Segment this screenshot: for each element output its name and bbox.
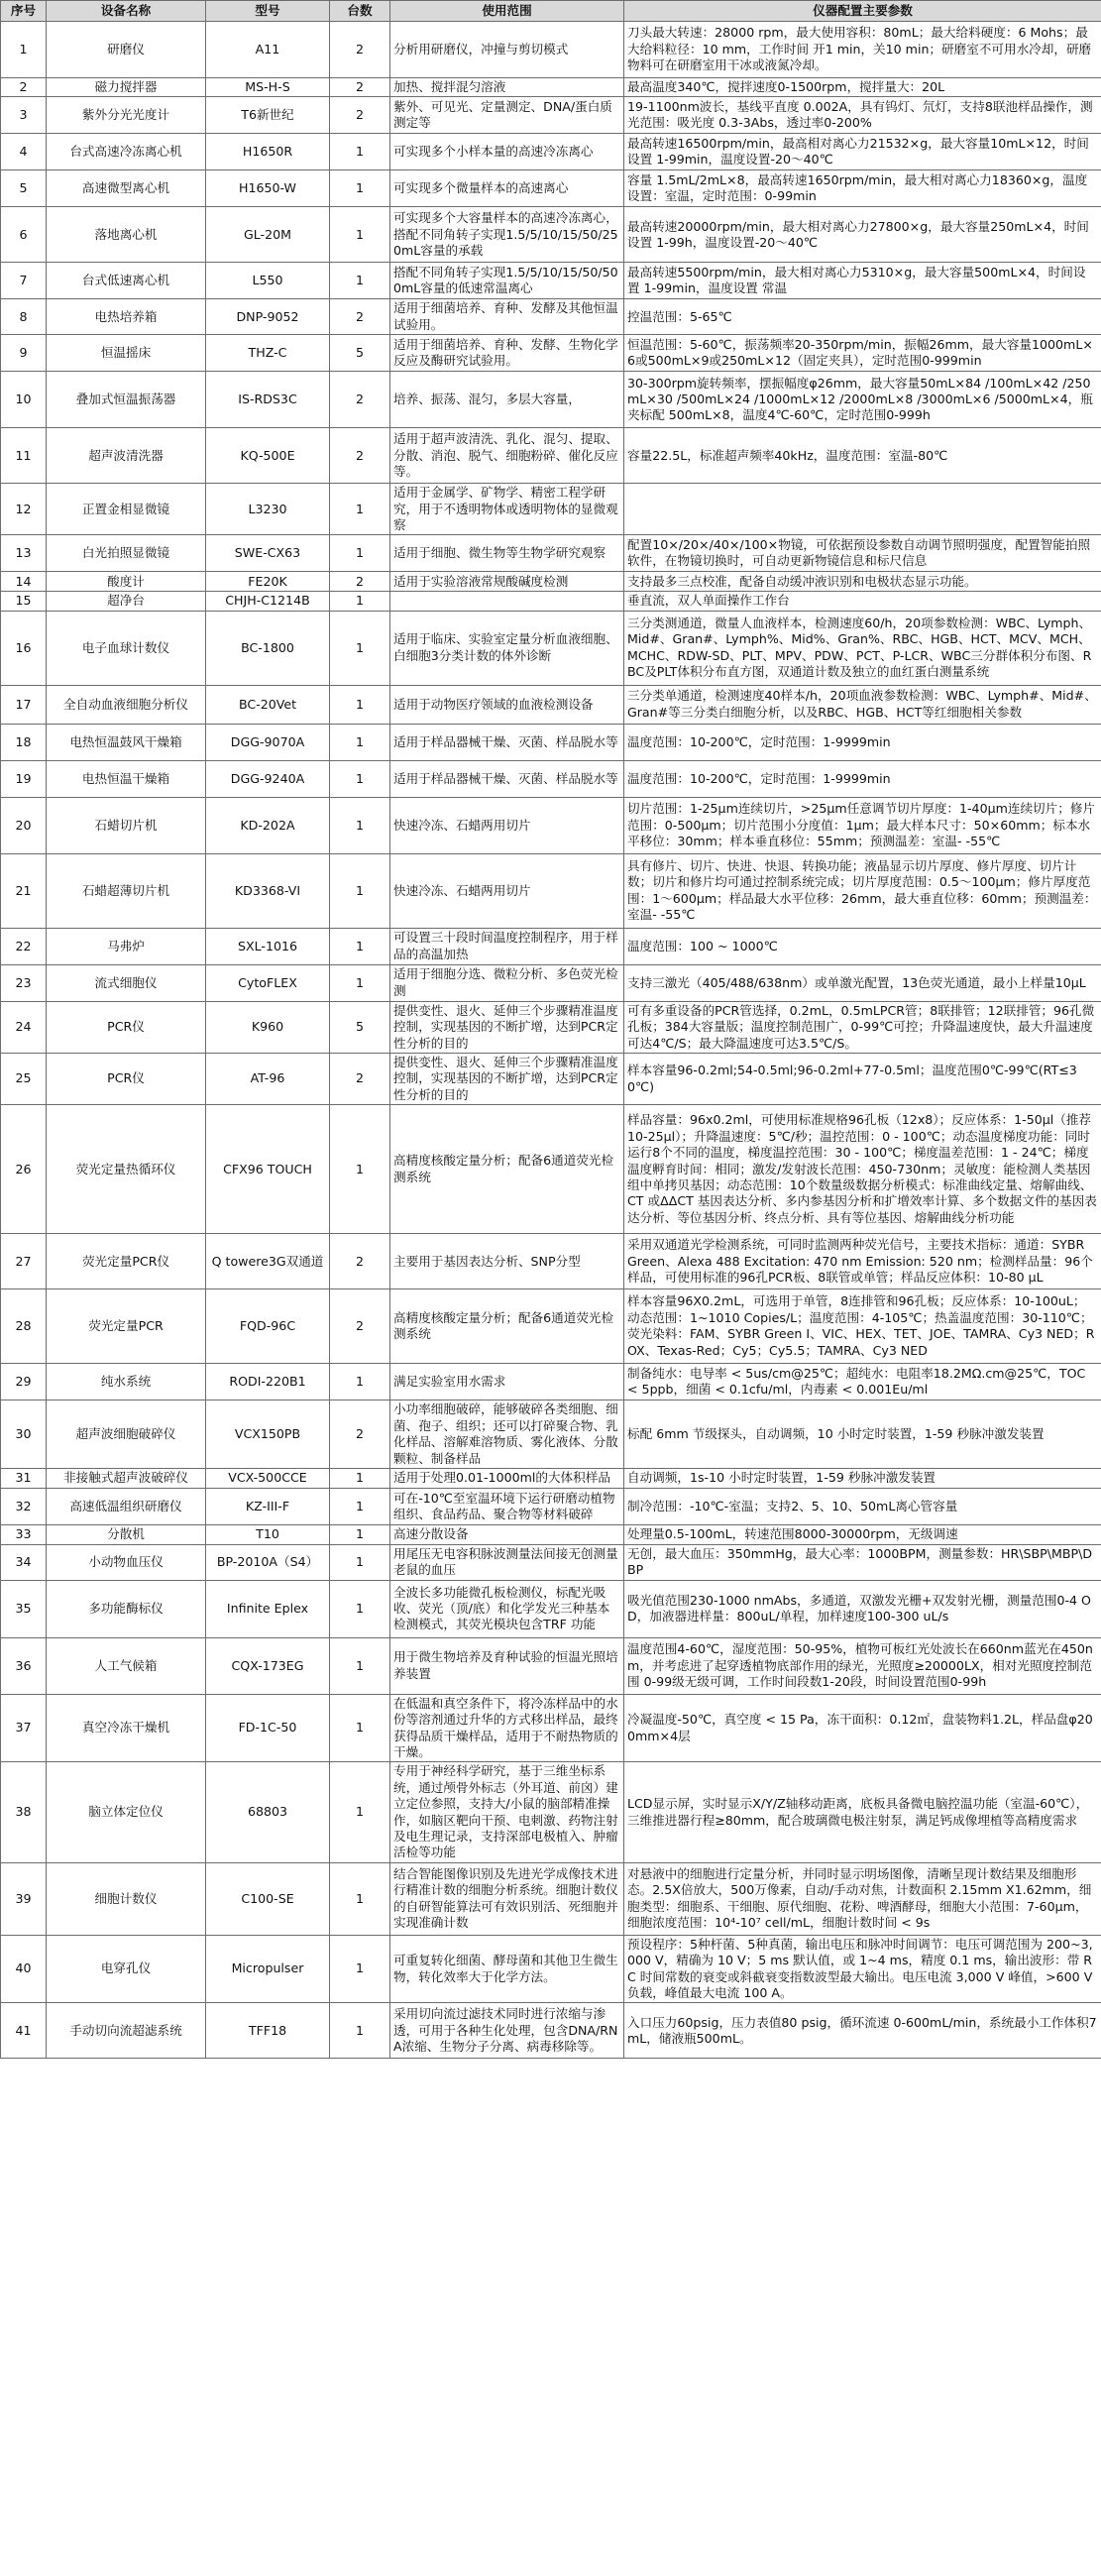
cell-no: 4 (1, 134, 47, 170)
cell-usage: 适用于细胞分选、微粒分析、多色荧光检测 (390, 964, 624, 1001)
cell-params: 吸光值范围230-1000 nmAbs，多通道，双激发光栅+双发射光栅，测量范围0-4 OD，加液器进样量：800uL/单程，加样速度100-300 uL/s (624, 1580, 1101, 1637)
cell-params: 配置10×/20×/40×/100×物镜，可依据预设参数自动调节照明强度，配置智能拍照软件，在物镜切换时，可自动更新物镜信息和标尺信息 (624, 535, 1101, 572)
header-usage: 使用范围 (390, 1, 624, 22)
table-row (1, 1001, 1101, 1053)
cell-model: BC-20Vet (206, 685, 330, 724)
cell-qty: 2 (330, 1234, 390, 1289)
cell-no: 27 (1, 1234, 47, 1289)
cell-qty: 2 (330, 299, 390, 335)
cell-params: 刀头最大转速：28000 rpm，最大使用容积：80mL；最大给料硬度：6 Mohs；最大给料粒径：10 mm，工作时间 开1 min，关10 min；研磨室不可用水冷却，研磨物料可在研磨室用干冰或液氮冷却。 (624, 22, 1101, 78)
table-row (1, 592, 1101, 611)
table-row (1, 797, 1101, 853)
cell-no: 31 (1, 1468, 47, 1488)
cell-name: 荧光定量热循环仪 (47, 1105, 206, 1234)
table-row (1, 1862, 1101, 1935)
cell-no: 18 (1, 724, 47, 760)
cell-name: 荧光定量PCR仪 (47, 1234, 206, 1289)
cell-params: 垂直流，双人单面操作工作台 (624, 592, 1101, 611)
table-row (1, 928, 1101, 964)
cell-name: 脑立体定位仪 (47, 1762, 206, 1862)
cell-qty: 2 (330, 78, 390, 97)
table-row (1, 853, 1101, 928)
cell-name: 荧光定量PCR (47, 1289, 206, 1364)
cell-qty: 1 (330, 685, 390, 724)
cell-usage: 高速分散设备 (390, 1524, 624, 1544)
cell-usage: 全波长多功能微孔板检测仪，标配光吸收、荧光（顶/底）和化学发光三种基本检测模式，其荧光模块包含TRF 功能 (390, 1580, 624, 1637)
cell-qty: 1 (330, 134, 390, 170)
cell-no: 17 (1, 685, 47, 724)
table-row (1, 760, 1101, 797)
cell-name: 全自动血液细胞分析仪 (47, 685, 206, 724)
cell-usage: 采用切向流过滤技术同时进行浓缩与渗透，可用于各种生化处理，包含DNA/RNA浓缩、生物分子分离、病毒移除等。 (390, 2003, 624, 2059)
cell-qty: 2 (330, 1400, 390, 1469)
table-row (1, 1234, 1101, 1289)
cell-qty: 1 (330, 1637, 390, 1694)
cell-usage: 适用于动物医疗领域的血液检测设备 (390, 685, 624, 724)
cell-model: CFX96 TOUCH (206, 1105, 330, 1234)
cell-model: A11 (206, 22, 330, 78)
cell-model: T10 (206, 1524, 330, 1544)
cell-params: 支持最多三点校准，配备自动缓冲液识别和电极状态显示功能。 (624, 572, 1101, 592)
cell-name: 电热恒温鼓风干燥箱 (47, 724, 206, 760)
cell-params: 可有多重设备的PCR管选择，0.2mL，0.5mLPCR管；8联排管；12联排管；96孔微孔板；384大容量版；温度控制范围广，0-99℃可控；升降温速度快，最大升温速度可达4℃/S；最大降温速度可达3.5℃/S。 (624, 1001, 1101, 1053)
table-row (1, 1364, 1101, 1400)
cell-params: 最高转速20000rpm/min，最大相对离心力27800×g，最大容量250mL×4，时间设置 1-99h，温度设置-20～40℃ (624, 207, 1101, 263)
cell-no: 5 (1, 170, 47, 207)
table-row (1, 263, 1101, 299)
cell-no: 23 (1, 964, 47, 1001)
cell-no: 3 (1, 97, 47, 134)
cell-params: 30-300rpm旋转频率，摆振幅度φ26mm，最大容量50mL×84 /100mL×42 /250mL×30 /500mL×24 /1000mL×12 /2000mL×8 /3000mL×6 /5000mL×4，瓶夹标配 500mL×8，温度4℃-60℃，定时范围0-999h (624, 372, 1101, 428)
cell-qty: 5 (330, 335, 390, 372)
cell-model: CQX-173EG (206, 1637, 330, 1694)
cell-qty: 2 (330, 97, 390, 134)
cell-model: DNP-9052 (206, 299, 330, 335)
cell-no: 6 (1, 207, 47, 263)
table-row (1, 299, 1101, 335)
cell-no: 13 (1, 535, 47, 572)
cell-name: 多功能酶标仪 (47, 1580, 206, 1637)
table-row (1, 724, 1101, 760)
cell-usage: 提供变性、退火、延伸三个步骤精准温度控制，实现基因的不断扩增，达到PCR定性分析的目的 (390, 1054, 624, 1105)
cell-usage: 搭配不同角转子实现1.5/5/10/15/50/500mL容量的低速常温离心 (390, 263, 624, 299)
cell-params: 处理量0.5-100mL，转速范围8000-30000rpm，无级调速 (624, 1524, 1101, 1544)
cell-usage: 提供变性、退火、延伸三个步骤精准温度控制，实现基因的不断扩增，达到PCR定性分析的目的 (390, 1001, 624, 1053)
cell-usage: 快速冷冻、石蜡两用切片 (390, 853, 624, 928)
cell-usage: 快速冷冻、石蜡两用切片 (390, 797, 624, 853)
header-qty: 台数 (330, 1, 390, 22)
cell-usage: 可设置三十段时间温度控制程序，用于样品的高温加热 (390, 928, 624, 964)
cell-no: 2 (1, 78, 47, 97)
cell-model: THZ-C (206, 335, 330, 372)
cell-qty: 1 (330, 1468, 390, 1488)
cell-model: MS-H-S (206, 78, 330, 97)
cell-model: BC-1800 (206, 611, 330, 685)
cell-usage: 适用于实验溶液常规酸碱度检测 (390, 572, 624, 592)
cell-usage: 适用于样品器械干燥、灭菌、样品脱水等 (390, 724, 624, 760)
cell-qty: 1 (330, 797, 390, 853)
cell-qty: 1 (330, 760, 390, 797)
cell-usage: 适用于细胞、微生物等生物学研究观察 (390, 535, 624, 572)
cell-qty: 1 (330, 1544, 390, 1580)
cell-name: 纯水系统 (47, 1364, 206, 1400)
cell-params: 样本容量96-0.2ml;54-0.5ml;96-0.2ml+77-0.5ml；温度范围0℃-99℃(RT≤30℃) (624, 1054, 1101, 1105)
table-row (1, 964, 1101, 1001)
cell-name: 台式高速冷冻离心机 (47, 134, 206, 170)
cell-usage: 适用于金属学、矿物学、精密工程学研究，用于不透明物体或透明物体的显微观察 (390, 484, 624, 535)
cell-model: K960 (206, 1001, 330, 1053)
cell-name: 紫外分光光度计 (47, 97, 206, 134)
cell-name: 恒温摇床 (47, 335, 206, 372)
cell-model: KZ-III-F (206, 1488, 330, 1524)
cell-qty: 1 (330, 611, 390, 685)
cell-usage: 适用于超声波清洗、乳化、混匀、提取、分散、消泡、脱气、细胞粉碎、催化反应等。 (390, 428, 624, 484)
cell-model: KD3368-VI (206, 853, 330, 928)
cell-params: 温度范围：10-200℃，定时范围：1-9999min (624, 724, 1101, 760)
cell-name: 细胞计数仪 (47, 1862, 206, 1935)
cell-model: CytoFLEX (206, 964, 330, 1001)
cell-params: 制冷范围：-10℃-室温；支持2、5、10、50mL离心管容量 (624, 1488, 1101, 1524)
table-row (1, 1105, 1101, 1234)
cell-usage (390, 592, 624, 611)
cell-model: RODI-220B1 (206, 1364, 330, 1400)
table-row (1, 372, 1101, 428)
cell-qty: 2 (330, 428, 390, 484)
cell-no: 32 (1, 1488, 47, 1524)
cell-model: L550 (206, 263, 330, 299)
table-row (1, 207, 1101, 263)
cell-usage: 培养、振荡、混匀，多层大容量， (390, 372, 624, 428)
cell-no: 20 (1, 797, 47, 853)
cell-usage: 适用于处理0.01-1000ml的大体积样品 (390, 1468, 624, 1488)
cell-model: L3230 (206, 484, 330, 535)
cell-name: 电子血球计数仪 (47, 611, 206, 685)
cell-params: 温度范围4-60℃，湿度范围：50-95%，植物可板红光处波长在660nm蓝光在450nm，并考虑进了起穿透植物底部作用的绿光，光照度≥20000LX，相对光照度控制范围 0-99级无级可调，工作时间段数1-20段，时间设置范围0-99h (624, 1637, 1101, 1694)
cell-params: 最高温度340℃，搅拌速度0-1500rpm，搅拌量大：20L (624, 78, 1101, 97)
cell-no: 38 (1, 1762, 47, 1862)
cell-qty: 2 (330, 572, 390, 592)
cell-no: 37 (1, 1694, 47, 1762)
cell-no: 14 (1, 572, 47, 592)
cell-name: 磁力搅拌器 (47, 78, 206, 97)
cell-no: 34 (1, 1544, 47, 1580)
table-row (1, 22, 1101, 78)
cell-model: VCX150PB (206, 1400, 330, 1469)
table-row (1, 78, 1101, 97)
cell-name: 手动切向流超滤系统 (47, 2003, 206, 2059)
cell-params: 对悬液中的细胞进行定量分析，并同时显示明场图像，清晰呈现计数结果及细胞形态。2.5X倍放大，500万像素，自动/手动对焦，计数面积 2.15mm X1.62mm，细胞类型：细胞系、干细胞、原代细胞、花粉、啤酒酵母，细胞大小范围：7-60μm，细胞浓度范围：10⁴-10⁷ cell/mL，细胞计数时间 < 9s (624, 1862, 1101, 1935)
cell-qty: 1 (330, 1364, 390, 1400)
header-no: 序号 (1, 1, 47, 22)
table-row (1, 535, 1101, 572)
cell-no: 35 (1, 1580, 47, 1637)
cell-no: 29 (1, 1364, 47, 1400)
cell-usage: 高精度核酸定量分析；配备6通道荧光检测系统 (390, 1105, 624, 1234)
header-model: 型号 (206, 1, 330, 22)
cell-model: FD-1C-50 (206, 1694, 330, 1762)
cell-qty: 1 (330, 1862, 390, 1935)
cell-no: 1 (1, 22, 47, 78)
cell-params: 预设程序：5种杆菌、5种真菌，输出电压和脉冲时间调节：电压可调范围为 200~3,000 V，精确为 10 V；5 ms 默认值，或 1~4 ms，精度 0.1 ms，输出波形：带 RC 时间常数的衰变或斜截衰变指数波型最大输出。电压电流 3,000 V 峰值，>600 V 负载，峰值最大电流 100 A。 (624, 1935, 1101, 2003)
table-row (1, 484, 1101, 535)
cell-no: 12 (1, 484, 47, 535)
cell-name: 酸度计 (47, 572, 206, 592)
cell-no: 16 (1, 611, 47, 685)
table-row (1, 2003, 1101, 2059)
cell-model: DGG-9070A (206, 724, 330, 760)
cell-name: 正置金相显微镜 (47, 484, 206, 535)
cell-params: LCD显示屏，实时显示X/Y/Z轴移动距离，底板具备微电脑控温功能（室温-60℃），三维推进器行程≥80mm，配合玻璃微电极注射泵，满足钙成像埋植等高精度需求 (624, 1762, 1101, 1862)
cell-no: 26 (1, 1105, 47, 1234)
cell-no: 22 (1, 928, 47, 964)
cell-no: 8 (1, 299, 47, 335)
table-row (1, 97, 1101, 134)
cell-model: T6新世纪 (206, 97, 330, 134)
cell-qty: 1 (330, 1488, 390, 1524)
cell-usage: 分析用研磨仪，冲撞与剪切模式 (390, 22, 624, 78)
cell-model: BP-2010A（S4） (206, 1544, 330, 1580)
cell-usage: 在低温和真空条件下，将冷冻样品中的水份等溶剂通过升华的方式移出样品，最终获得品质干燥样品，适用于不耐热物质的干燥。 (390, 1694, 624, 1762)
table-row (1, 1694, 1101, 1762)
cell-params: 自动调频，1s-10 小时定时装置，1-59 秒脉冲激发装置 (624, 1468, 1101, 1488)
cell-params: 三分类单通道，检测速度40样本/h，20项血液参数检测：WBC、Lymph#、Mid#、Gran#等三分类白细胞分析，以及RBC、HGB、HCT等红细胞相关参数 (624, 685, 1101, 724)
cell-params: 容量22.5L，标准超声频率40kHz，温度范围：室温-80℃ (624, 428, 1101, 484)
cell-usage: 主要用于基因表达分析、SNP分型 (390, 1234, 624, 1289)
cell-name: 分散机 (47, 1524, 206, 1544)
table-row (1, 1580, 1101, 1637)
cell-qty: 2 (330, 372, 390, 428)
cell-usage: 高精度核酸定量分析；配备6通道荧光检测系统 (390, 1289, 624, 1364)
cell-model: GL-20M (206, 207, 330, 263)
cell-name: 研磨仪 (47, 22, 206, 78)
cell-name: 超声波细胞破碎仪 (47, 1400, 206, 1469)
cell-model: TFF18 (206, 2003, 330, 2059)
cell-params: 具有修片、切片、快进、快退、转换功能；液晶显示切片厚度、修片厚度、切片计数；切片和修片均可通过控制系统完成；切片厚度范围：0.5～100μm；修片厚度范围：1～600μm；样品最大水平位移：26mm，最大垂直位移：60mm；预测温差：室温- -55℃ (624, 853, 1101, 928)
table-row (1, 1468, 1101, 1488)
table-row (1, 335, 1101, 372)
cell-qty: 1 (330, 1580, 390, 1637)
cell-usage: 适用于临床、实验室定量分析血液细胞、白细胞3分类计数的体外诊断 (390, 611, 624, 685)
cell-qty: 1 (330, 484, 390, 535)
cell-name: 白光拍照显微镜 (47, 535, 206, 572)
cell-model: AT-96 (206, 1054, 330, 1105)
cell-name: PCR仪 (47, 1054, 206, 1105)
cell-usage: 紫外、可见光、定量测定、DNA/蛋白质测定等 (390, 97, 624, 134)
cell-qty: 1 (330, 853, 390, 928)
cell-usage: 用尾压无电容积脉波测量法间接无创测量老鼠的血压 (390, 1544, 624, 1580)
cell-usage: 适用于细菌培养、育种、发酵及其他恒温试验用。 (390, 299, 624, 335)
cell-usage: 小功率细胞破碎，能够破碎各类细胞、细菌、孢子、组织；还可以打碎聚合物、乳化样品、溶解难溶物质、雾化液体、分散颗粒、制备样品 (390, 1400, 624, 1469)
table-row (1, 611, 1101, 685)
table-row (1, 1637, 1101, 1694)
cell-qty: 1 (330, 1762, 390, 1862)
cell-name: 石蜡超薄切片机 (47, 853, 206, 928)
cell-name: 真空冷冻干燥机 (47, 1694, 206, 1762)
cell-name: 高速低温组织研磨仪 (47, 1488, 206, 1524)
cell-usage: 可实现多个微量样本的高速离心 (390, 170, 624, 207)
cell-no: 9 (1, 335, 47, 372)
cell-no: 33 (1, 1524, 47, 1544)
cell-model: IS-RDS3C (206, 372, 330, 428)
cell-params: 最高转速5500rpm/min，最大相对离心力5310×g，最大容量500mL×4，时间设置 1-99min，温度设置 常温 (624, 263, 1101, 299)
cell-name: 流式细胞仪 (47, 964, 206, 1001)
cell-name: 电热恒温干燥箱 (47, 760, 206, 797)
cell-params: 19-1100nm波长，基线平直度 0.002A，具有钨灯、氘灯，支持8联池样品操作，测光范围：吸光度 0.3-3Abs，透过率0-200% (624, 97, 1101, 134)
cell-no: 24 (1, 1001, 47, 1053)
cell-params: 最高转速16500rpm/min，最高相对离心力21532×g，最大容量10mL×12，时间设置 1-99min，温度设置-20～40℃ (624, 134, 1101, 170)
cell-no: 39 (1, 1862, 47, 1935)
cell-params: 容量 1.5mL/2mL×8，最高转速1650rpm/min，最大相对离心力18360×g，温度设置：室温，定时范围：0-99min (624, 170, 1101, 207)
cell-params: 冷凝温度-50℃，真空度 < 15 Pa，冻干面积：0.12㎡，盘装物料1.2L，样品盘φ200mm×4层 (624, 1694, 1101, 1762)
table-row (1, 1762, 1101, 1862)
cell-model: KD-202A (206, 797, 330, 853)
cell-name: 台式低速离心机 (47, 263, 206, 299)
cell-model: SXL-1016 (206, 928, 330, 964)
cell-usage: 适用于细菌培养、育种、发酵、生物化学反应及酶研究试验用。 (390, 335, 624, 372)
cell-no: 40 (1, 1935, 47, 2003)
cell-params: 三分类测通道，微量人血液样本，检测速度60/h，20项参数检测：WBC、Lymph、Mid#、Gran#、Lymph%、Mid%、Gran%、RBC、HGB、HCT、MCV、MCH、MCHC、RDW-SD、PLT、MPV、PDW、PCT、P-LCR、WBC三分群体积分布图、RBC及PLT体积分布直方图，双通道计数及独立的血红蛋白测量系统 (624, 611, 1101, 685)
cell-model: Infinite Eplex (206, 1580, 330, 1637)
cell-params: 温度范围：100 ~ 1000℃ (624, 928, 1101, 964)
cell-qty: 1 (330, 964, 390, 1001)
table-row (1, 1289, 1101, 1364)
table-row (1, 685, 1101, 724)
cell-usage: 适用于样品器械干燥、灭菌、样品脱水等 (390, 760, 624, 797)
cell-usage: 专用于神经科学研究，基于三维坐标系统，通过颅骨外标志（外耳道、前囟）建立定位参照，支持大/小鼠的脑部精准操作，如脑区靶向干预、电刺激、药物注射及电生理记录，支持深部电极植入、肿瘤活检等功能 (390, 1762, 624, 1862)
cell-name: 高速微型离心机 (47, 170, 206, 207)
cell-no: 21 (1, 853, 47, 928)
cell-model: Micropulser (206, 1935, 330, 2003)
cell-params (624, 484, 1101, 535)
cell-qty: 2 (330, 1289, 390, 1364)
cell-model: VCX-500CCE (206, 1468, 330, 1488)
cell-model: DGG-9240A (206, 760, 330, 797)
cell-no: 11 (1, 428, 47, 484)
cell-params: 采用双通道光学检测系统，可同时监测两种荧光信号，主要技术指标：通道：SYBR Green、Alexa 488 Excitation: 470 nm Emission: 520 nm；检测样品量：96个样品，可使用标准的96孔PCR板、8联管或单管；样品反应体积：10-80 μL (624, 1234, 1101, 1289)
cell-model: CHJH-C1214B (206, 592, 330, 611)
cell-name: 落地离心机 (47, 207, 206, 263)
cell-no: 41 (1, 2003, 47, 2059)
cell-name: 超声波清洗器 (47, 428, 206, 484)
cell-usage: 加热、搅拌混匀溶液 (390, 78, 624, 97)
cell-usage: 满足实验室用水需求 (390, 1364, 624, 1400)
cell-no: 25 (1, 1054, 47, 1105)
header-row (1, 1, 1101, 22)
cell-params: 温度范围：10-200℃，定时范围：1-9999min (624, 760, 1101, 797)
cell-params: 恒温范围：5-60℃，振荡频率20-350rpm/min，振幅26mm，最大容量1000mL×6或500mL×9或250mL×12（固定夹具），定时范围0-999min (624, 335, 1101, 372)
cell-params: 支持三激光（405/488/638nm）或单激光配置，13色荧光通道，最小上样量10μL (624, 964, 1101, 1001)
cell-qty: 1 (330, 170, 390, 207)
cell-name: 石蜡切片机 (47, 797, 206, 853)
cell-name: 叠加式恒温振荡器 (47, 372, 206, 428)
cell-model: SWE-CX63 (206, 535, 330, 572)
cell-model: FE20K (206, 572, 330, 592)
cell-no: 28 (1, 1289, 47, 1364)
cell-name: 马弗炉 (47, 928, 206, 964)
cell-model: FQD-96C (206, 1289, 330, 1364)
cell-model: H1650R (206, 134, 330, 170)
cell-qty: 1 (330, 1935, 390, 2003)
cell-usage: 可实现多个大容量样本的高速冷冻离心，搭配不同角转子实现1.5/5/10/15/50/250mL容量的承载 (390, 207, 624, 263)
cell-no: 19 (1, 760, 47, 797)
table-row (1, 1400, 1101, 1469)
cell-params: 切片范围：1-25μm连续切片，>25μm任意调节切片厚度：1-40μm连续切片；修片范围：0-500μm；切片范围小分度值：1μm；最大样本尺寸：50×60mm；标本水平移位：30mm；样本垂直移位：55mm；预测温差：室温- -55℃ (624, 797, 1101, 853)
table-row (1, 134, 1101, 170)
table-row (1, 1524, 1101, 1544)
cell-name: 电穿孔仪 (47, 1935, 206, 2003)
cell-qty: 1 (330, 263, 390, 299)
table-body (1, 22, 1101, 2059)
table-row (1, 170, 1101, 207)
table-row (1, 572, 1101, 592)
table-row (1, 1544, 1101, 1580)
cell-params: 制备纯水：电导率 < 5us/cm@25℃；超纯水：电阻率18.2MΩ.cm@25℃，TOC < 5ppb，细菌 < 0.1cfu/ml，内毒素 < 0.001Eu/ml (624, 1364, 1101, 1400)
cell-qty: 1 (330, 207, 390, 263)
cell-no: 30 (1, 1400, 47, 1469)
cell-name: PCR仪 (47, 1001, 206, 1053)
cell-qty: 1 (330, 2003, 390, 2059)
cell-model: KQ-500E (206, 428, 330, 484)
table-row (1, 1054, 1101, 1105)
cell-qty: 1 (330, 1694, 390, 1762)
cell-model: Q towere3G双通道 (206, 1234, 330, 1289)
header-params: 仪器配置主要参数 (624, 1, 1101, 22)
cell-params: 控温范围：5-65℃ (624, 299, 1101, 335)
cell-qty: 1 (330, 592, 390, 611)
cell-params: 样品容量：96x0.2ml，可使用标准规格96孔板（12x8）；反应体系：1-50μl（推荐10-25μl）；升降温速度：5℃/秒；温控范围：0 - 100℃；动态温度梯度功能：同时运行8个不同的温度，梯度温控范围：30 - 100℃；梯度温差范围：1 - 24℃；梯度温度孵育时间：相同；激发/发射波长范围：450-730nm；灵敏度：能检测人类基因组中单拷贝基因；动态范围：10个数量级数据分析模式：标准曲线定量、熔解曲线、CT 或ΔΔCT 基因表达分析、多内参基因分析和扩增效率计算、多个数据文件的基因表达分析、等位基因分析、终点分析、具有等位基因、熔解曲线分析功能 (624, 1105, 1101, 1234)
cell-usage: 用于微生物培养及育种试验的恒温光照培养装置 (390, 1637, 624, 1694)
cell-params: 无创，最大血压：350mmHg，最大心率：1000BPM，测量参数：HR\SBP\MBP\DBP (624, 1544, 1101, 1580)
cell-model: C100-SE (206, 1862, 330, 1935)
cell-usage: 结合智能图像识别及先进光学成像技术进行精准计数的细胞分析系统。细胞计数仪的自研智能算法可有效识别活、死细胞并实现准确计数 (390, 1862, 624, 1935)
cell-name: 人工气候箱 (47, 1637, 206, 1694)
cell-qty: 1 (330, 928, 390, 964)
cell-qty: 1 (330, 1524, 390, 1544)
cell-usage: 可在-10℃至室温环境下运行研磨动植物组织、食品药品、聚合物等材料破碎 (390, 1488, 624, 1524)
cell-no: 36 (1, 1637, 47, 1694)
cell-qty: 1 (330, 724, 390, 760)
cell-qty: 5 (330, 1001, 390, 1053)
cell-params: 标配 6mm 节级探头，自动调频，10 小时定时装置，1-59 秒脉冲激发装置 (624, 1400, 1101, 1469)
cell-name: 小动物血压仪 (47, 1544, 206, 1580)
cell-usage: 可实现多个小样本量的高速冷冻离心 (390, 134, 624, 170)
cell-name: 超净台 (47, 592, 206, 611)
cell-name: 非接触式超声波破碎仪 (47, 1468, 206, 1488)
cell-no: 15 (1, 592, 47, 611)
cell-qty: 1 (330, 1105, 390, 1234)
cell-usage: 可重复转化细菌、酵母菌和其他卫生微生物，转化效率大于化学方法。 (390, 1935, 624, 2003)
cell-qty: 2 (330, 1054, 390, 1105)
table-row (1, 1488, 1101, 1524)
cell-params: 样本容量96X0.2mL，可选用于单管，8连排管和96孔板；反应体系：10-100uL；动态范围：1~1010 Copies/L；温度范围：4-105℃；热盖温度范围：30-110℃；荧光染料：FAM、SYBR Green Ⅰ、VIC、HEX、TET、JOE、TAMRA、Cy3 NED；ROX、Texas-Red；Cy5；Cy5.5；TAMRA、Cy3 NED (624, 1289, 1101, 1364)
cell-model: 68803 (206, 1762, 330, 1862)
cell-qty: 1 (330, 535, 390, 572)
cell-qty: 2 (330, 22, 390, 78)
cell-no: 7 (1, 263, 47, 299)
cell-no: 10 (1, 372, 47, 428)
header-name: 设备名称 (47, 1, 206, 22)
table-row (1, 428, 1101, 484)
cell-model: H1650-W (206, 170, 330, 207)
table-row (1, 1935, 1101, 2003)
cell-params: 入口压力60psig，压力表值80 psig，循环流速 0-600mL/min，系统最小工作体积7mL，储液瓶500mL。 (624, 2003, 1101, 2059)
cell-name: 电热培养箱 (47, 299, 206, 335)
